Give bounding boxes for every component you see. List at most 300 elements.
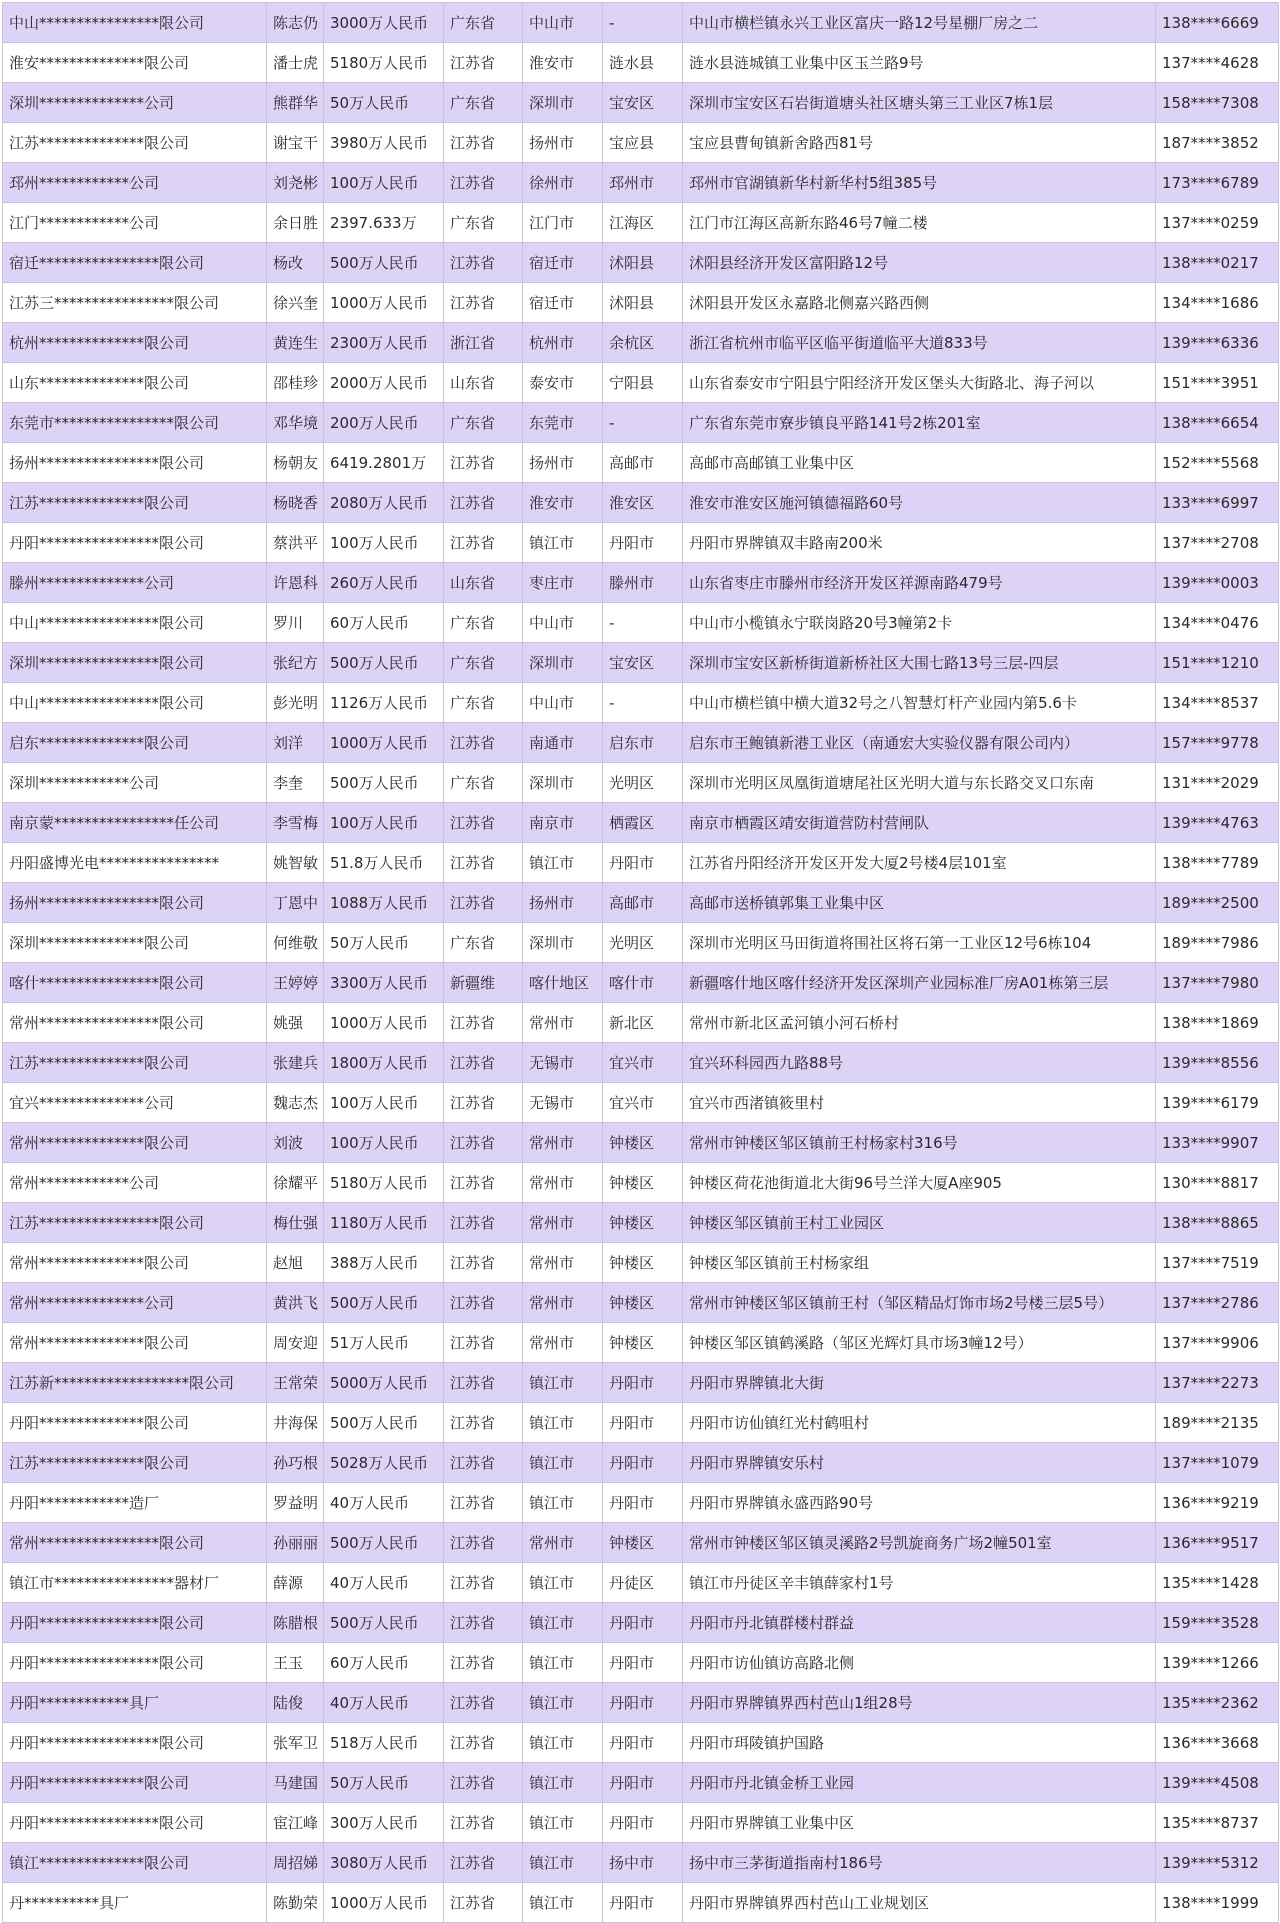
district-cell: 钟楼区 [603, 1243, 683, 1283]
province-cell: 江苏省 [444, 123, 523, 163]
contact-name-cell: 徐兴奎 [267, 283, 324, 323]
city-cell: 镇江市 [523, 1483, 603, 1523]
province-cell: 江苏省 [444, 1723, 523, 1763]
registered-capital-cell: 60万人民币 [324, 1643, 444, 1683]
contact-name-cell: 何维敬 [267, 923, 324, 963]
registered-capital-cell: 1000万人民币 [324, 283, 444, 323]
address-cell: 丹阳市界牌镇界西村芭山工业规划区 [683, 1883, 1156, 1923]
province-cell: 山东省 [444, 563, 523, 603]
province-cell: 江苏省 [444, 1763, 523, 1803]
province-cell: 江苏省 [444, 523, 523, 563]
city-cell: 扬州市 [523, 123, 603, 163]
address-cell: 钟楼区邹区镇前王村杨家组 [683, 1243, 1156, 1283]
registered-capital-cell: 40万人民币 [324, 1483, 444, 1523]
contact-name-cell: 杨朝友 [267, 443, 324, 483]
contact-name-cell: 刘尧彬 [267, 163, 324, 203]
registered-capital-cell: 1088万人民币 [324, 883, 444, 923]
table-row [3, 1203, 1279, 1243]
city-cell: 镇江市 [523, 1603, 603, 1643]
company-name-cell: 江苏三****************限公司 [3, 283, 267, 323]
phone-cell: 138****6654 [1156, 403, 1279, 443]
province-cell: 江苏省 [444, 1243, 523, 1283]
city-cell: 喀什地区 [523, 963, 603, 1003]
registered-capital-cell: 500万人民币 [324, 1523, 444, 1563]
address-cell: 中山市小榄镇永宁联岗路20号3幢第2卡 [683, 603, 1156, 643]
district-cell: 宝安区 [603, 643, 683, 683]
table-row [3, 363, 1279, 403]
company-name-cell: 喀什****************限公司 [3, 963, 267, 1003]
table-row [3, 443, 1279, 483]
table-row [3, 1763, 1279, 1803]
company-name-cell: 丹阳****************限公司 [3, 1803, 267, 1843]
contact-name-cell: 陈腊根 [267, 1603, 324, 1643]
registered-capital-cell: 100万人民币 [324, 1123, 444, 1163]
company-name-cell: 丹阳************造厂 [3, 1483, 267, 1523]
company-name-cell: 启东**************限公司 [3, 723, 267, 763]
city-cell: 扬州市 [523, 443, 603, 483]
company-name-cell: 常州**************公司 [3, 1283, 267, 1323]
table-row [3, 1363, 1279, 1403]
province-cell: 江苏省 [444, 283, 523, 323]
province-cell: 广东省 [444, 203, 523, 243]
phone-cell: 152****5568 [1156, 443, 1279, 483]
phone-cell: 173****6789 [1156, 163, 1279, 203]
contact-name-cell: 魏志杰 [267, 1083, 324, 1123]
city-cell: 淮安市 [523, 43, 603, 83]
city-cell: 淮安市 [523, 483, 603, 523]
registered-capital-cell: 388万人民币 [324, 1243, 444, 1283]
province-cell: 江苏省 [444, 1483, 523, 1523]
registered-capital-cell: 100万人民币 [324, 1083, 444, 1123]
address-cell: 深圳市宝安区石岩街道塘头社区塘头第三工业区7栋1层 [683, 83, 1156, 123]
city-cell: 镇江市 [523, 1803, 603, 1843]
company-name-cell: 丹阳****************限公司 [3, 523, 267, 563]
address-cell: 山东省枣庄市滕州市经济开发区祥源南路479号 [683, 563, 1156, 603]
address-cell: 深圳市光明区马田街道将围社区将石第一工业区12号6栋104 [683, 923, 1156, 963]
district-cell: 丹阳市 [603, 1763, 683, 1803]
address-cell: 高邮市高邮镇工业集中区 [683, 443, 1156, 483]
address-cell: 江苏省丹阳经济开发区开发大厦2号楼4层101室 [683, 843, 1156, 883]
city-cell: 镇江市 [523, 1843, 603, 1883]
contact-name-cell: 邵桂珍 [267, 363, 324, 403]
table-row [3, 163, 1279, 203]
registered-capital-cell: 3980万人民币 [324, 123, 444, 163]
phone-cell: 138****7789 [1156, 843, 1279, 883]
address-cell: 钟楼区邹区镇鹤溪路（邹区光辉灯具市场3幢12号） [683, 1323, 1156, 1363]
province-cell: 江苏省 [444, 443, 523, 483]
phone-cell: 137****2273 [1156, 1363, 1279, 1403]
registered-capital-cell: 500万人民币 [324, 763, 444, 803]
registered-capital-cell: 50万人民币 [324, 1763, 444, 1803]
phone-cell: 137****1079 [1156, 1443, 1279, 1483]
province-cell: 江苏省 [444, 1083, 523, 1123]
district-cell: 宁阳县 [603, 363, 683, 403]
registered-capital-cell: 51.8万人民币 [324, 843, 444, 883]
city-cell: 常州市 [523, 1323, 603, 1363]
address-cell: 钟楼区荷花池街道北大街96号兰洋大厦A座905 [683, 1163, 1156, 1203]
district-cell: 丹阳市 [603, 1683, 683, 1723]
registered-capital-cell: 300万人民币 [324, 1803, 444, 1843]
registered-capital-cell: 500万人民币 [324, 1283, 444, 1323]
district-cell: 丹阳市 [603, 1803, 683, 1843]
address-cell: 南京市栖霞区靖安街道营防村营闸队 [683, 803, 1156, 843]
address-cell: 丹阳市界牌镇永盛西路90号 [683, 1483, 1156, 1523]
province-cell: 江苏省 [444, 843, 523, 883]
company-name-cell: 宿迁****************限公司 [3, 243, 267, 283]
district-cell: 钟楼区 [603, 1203, 683, 1243]
address-cell: 宝应县曹甸镇新舍路西81号 [683, 123, 1156, 163]
district-cell: 丹阳市 [603, 1643, 683, 1683]
city-cell: 常州市 [523, 1163, 603, 1203]
table-row [3, 123, 1279, 163]
phone-cell: 189****7986 [1156, 923, 1279, 963]
table-row [3, 1803, 1279, 1843]
company-name-cell: 江门************公司 [3, 203, 267, 243]
table-row [3, 203, 1279, 243]
contact-name-cell: 宦江峰 [267, 1803, 324, 1843]
phone-cell: 139****8556 [1156, 1043, 1279, 1083]
district-cell: 新北区 [603, 1003, 683, 1043]
company-name-cell: 镇江市****************器材厂 [3, 1563, 267, 1603]
address-cell: 钟楼区邹区镇前王村工业园区 [683, 1203, 1156, 1243]
district-cell: 高邮市 [603, 443, 683, 483]
company-name-cell: 江苏**************限公司 [3, 1443, 267, 1483]
registered-capital-cell: 3300万人民币 [324, 963, 444, 1003]
contact-name-cell: 陈志仍 [267, 3, 324, 43]
table-row [3, 83, 1279, 123]
table-row [3, 1283, 1279, 1323]
registered-capital-cell: 5180万人民币 [324, 43, 444, 83]
table-row [3, 43, 1279, 83]
city-cell: 深圳市 [523, 643, 603, 683]
registered-capital-cell: 1000万人民币 [324, 1003, 444, 1043]
table-row [3, 723, 1279, 763]
province-cell: 江苏省 [444, 1803, 523, 1843]
city-cell: 常州市 [523, 1123, 603, 1163]
district-cell: 滕州市 [603, 563, 683, 603]
district-cell: 丹阳市 [603, 1883, 683, 1923]
table-row [3, 3, 1279, 43]
address-cell: 沭阳县经济开发区富阳路12号 [683, 243, 1156, 283]
province-cell: 广东省 [444, 403, 523, 443]
city-cell: 中山市 [523, 603, 603, 643]
phone-cell: 136****9517 [1156, 1523, 1279, 1563]
city-cell: 常州市 [523, 1003, 603, 1043]
registered-capital-cell: 200万人民币 [324, 403, 444, 443]
city-cell: 杭州市 [523, 323, 603, 363]
company-name-cell: 深圳**************限公司 [3, 923, 267, 963]
company-name-cell: 丹阳****************限公司 [3, 1723, 267, 1763]
address-cell: 涟水县涟城镇工业集中区玉兰路9号 [683, 43, 1156, 83]
province-cell: 山东省 [444, 363, 523, 403]
district-cell: 沭阳县 [603, 283, 683, 323]
company-name-cell: 杭州**************限公司 [3, 323, 267, 363]
address-cell: 淮安市淮安区施河镇德福路60号 [683, 483, 1156, 523]
registered-capital-cell: 50万人民币 [324, 923, 444, 963]
phone-cell: 135****8737 [1156, 1803, 1279, 1843]
phone-cell: 189****2135 [1156, 1403, 1279, 1443]
phone-cell: 138****1999 [1156, 1883, 1279, 1923]
company-name-cell: 中山****************限公司 [3, 603, 267, 643]
city-cell: 无锡市 [523, 1083, 603, 1123]
contact-name-cell: 赵旭 [267, 1243, 324, 1283]
phone-cell: 131****2029 [1156, 763, 1279, 803]
province-cell: 广东省 [444, 3, 523, 43]
registered-capital-cell: 5000万人民币 [324, 1363, 444, 1403]
city-cell: 镇江市 [523, 1443, 603, 1483]
company-name-cell: 江苏****************限公司 [3, 1203, 267, 1243]
registered-capital-cell: 500万人民币 [324, 643, 444, 683]
table-row [3, 523, 1279, 563]
registered-capital-cell: 40万人民币 [324, 1563, 444, 1603]
district-cell: 沭阳县 [603, 243, 683, 283]
city-cell: 南通市 [523, 723, 603, 763]
company-name-cell: 常州**************限公司 [3, 1123, 267, 1163]
table-row [3, 563, 1279, 603]
city-cell: 镇江市 [523, 1723, 603, 1763]
district-cell: - [603, 403, 683, 443]
phone-cell: 139****6179 [1156, 1083, 1279, 1123]
registered-capital-cell: 500万人民币 [324, 1603, 444, 1643]
company-name-cell: 常州****************限公司 [3, 1003, 267, 1043]
province-cell: 江苏省 [444, 1363, 523, 1403]
province-cell: 浙江省 [444, 323, 523, 363]
table-row [3, 283, 1279, 323]
province-cell: 广东省 [444, 763, 523, 803]
address-cell: 宜兴市西渚镇筱里村 [683, 1083, 1156, 1123]
district-cell: 宝安区 [603, 83, 683, 123]
phone-cell: 138****0217 [1156, 243, 1279, 283]
province-cell: 江苏省 [444, 1003, 523, 1043]
contact-name-cell: 张纪方 [267, 643, 324, 683]
province-cell: 广东省 [444, 603, 523, 643]
district-cell: 钟楼区 [603, 1163, 683, 1203]
table-row [3, 1563, 1279, 1603]
table-row [3, 1883, 1279, 1923]
company-name-cell: 南京蒙****************任公司 [3, 803, 267, 843]
company-name-cell: 丹**********具厂 [3, 1883, 267, 1923]
contact-name-cell: 刘洋 [267, 723, 324, 763]
district-cell: - [603, 3, 683, 43]
city-cell: 宿迁市 [523, 243, 603, 283]
city-cell: 镇江市 [523, 1683, 603, 1723]
address-cell: 启东市王鲍镇新港工业区（南通宏大实验仪器有限公司内） [683, 723, 1156, 763]
contact-name-cell: 李雪梅 [267, 803, 324, 843]
address-cell: 丹阳市珥陵镇护国路 [683, 1723, 1156, 1763]
contact-name-cell: 张建兵 [267, 1043, 324, 1083]
company-name-cell: 江苏新******************限公司 [3, 1363, 267, 1403]
company-name-cell: 常州************公司 [3, 1163, 267, 1203]
registered-capital-cell: 3000万人民币 [324, 3, 444, 43]
table-row [3, 1163, 1279, 1203]
city-cell: 镇江市 [523, 1763, 603, 1803]
address-cell: 高邮市送桥镇郭集工业集中区 [683, 883, 1156, 923]
phone-cell: 189****2500 [1156, 883, 1279, 923]
district-cell: 邳州市 [603, 163, 683, 203]
contact-name-cell: 井海保 [267, 1403, 324, 1443]
phone-cell: 157****9778 [1156, 723, 1279, 763]
address-cell: 邳州市官湖镇新华村新华村5组385号 [683, 163, 1156, 203]
district-cell: 光明区 [603, 923, 683, 963]
phone-cell: 151****1210 [1156, 643, 1279, 683]
city-cell: 无锡市 [523, 1043, 603, 1083]
phone-cell: 139****4763 [1156, 803, 1279, 843]
district-cell: 宜兴市 [603, 1083, 683, 1123]
address-cell: 宜兴环科园西九路88号 [683, 1043, 1156, 1083]
table-row [3, 1843, 1279, 1883]
contact-name-cell: 李奎 [267, 763, 324, 803]
contact-name-cell: 谢宝干 [267, 123, 324, 163]
company-name-cell: 常州****************限公司 [3, 1523, 267, 1563]
contact-name-cell: 蔡洪平 [267, 523, 324, 563]
address-cell: 中山市横栏镇中横大道32号之八智慧灯杆产业园内第5.6卡 [683, 683, 1156, 723]
address-cell: 浙江省杭州市临平区临平街道临平大道833号 [683, 323, 1156, 363]
district-cell: 淮安区 [603, 483, 683, 523]
province-cell: 广东省 [444, 83, 523, 123]
city-cell: 扬州市 [523, 883, 603, 923]
address-cell: 常州市钟楼区邹区镇前王村杨家村316号 [683, 1123, 1156, 1163]
phone-cell: 134****0476 [1156, 603, 1279, 643]
district-cell: - [603, 683, 683, 723]
phone-cell: 138****6669 [1156, 3, 1279, 43]
contact-name-cell: 邓华境 [267, 403, 324, 443]
district-cell: 丹阳市 [603, 1443, 683, 1483]
table-row [3, 1003, 1279, 1043]
phone-cell: 137****2708 [1156, 523, 1279, 563]
phone-cell: 136****9219 [1156, 1483, 1279, 1523]
city-cell: 中山市 [523, 683, 603, 723]
city-cell: 镇江市 [523, 843, 603, 883]
table-row [3, 763, 1279, 803]
city-cell: 深圳市 [523, 83, 603, 123]
province-cell: 江苏省 [444, 803, 523, 843]
table-row [3, 1443, 1279, 1483]
registered-capital-cell: 6419.2801万 [324, 443, 444, 483]
table-row [3, 1603, 1279, 1643]
contact-name-cell: 梅仕强 [267, 1203, 324, 1243]
phone-cell: 134****1686 [1156, 283, 1279, 323]
table-row [3, 483, 1279, 523]
table-row [3, 1083, 1279, 1123]
contact-name-cell: 罗益明 [267, 1483, 324, 1523]
phone-cell: 139****0003 [1156, 563, 1279, 603]
phone-cell: 139****1266 [1156, 1643, 1279, 1683]
company-table [2, 2, 1279, 1923]
province-cell: 新疆维 [444, 963, 523, 1003]
contact-name-cell: 陈勤荣 [267, 1883, 324, 1923]
contact-name-cell: 王常荣 [267, 1363, 324, 1403]
district-cell: 启东市 [603, 723, 683, 763]
company-name-cell: 山东**************限公司 [3, 363, 267, 403]
phone-cell: 158****7308 [1156, 83, 1279, 123]
address-cell: 扬中市三茅街道指南村186号 [683, 1843, 1156, 1883]
contact-name-cell: 张军卫 [267, 1723, 324, 1763]
table-row [3, 1523, 1279, 1563]
phone-cell: 139****4508 [1156, 1763, 1279, 1803]
province-cell: 江苏省 [444, 1123, 523, 1163]
table-row [3, 1683, 1279, 1723]
company-name-cell: 丹阳**************限公司 [3, 1403, 267, 1443]
district-cell: 江海区 [603, 203, 683, 243]
registered-capital-cell: 50万人民币 [324, 83, 444, 123]
province-cell: 江苏省 [444, 1163, 523, 1203]
company-name-cell: 丹阳****************限公司 [3, 1643, 267, 1683]
city-cell: 常州市 [523, 1283, 603, 1323]
district-cell: 丹阳市 [603, 1483, 683, 1523]
phone-cell: 139****6336 [1156, 323, 1279, 363]
registered-capital-cell: 100万人民币 [324, 163, 444, 203]
city-cell: 南京市 [523, 803, 603, 843]
registered-capital-cell: 2000万人民币 [324, 363, 444, 403]
city-cell: 镇江市 [523, 523, 603, 563]
registered-capital-cell: 5180万人民币 [324, 1163, 444, 1203]
contact-name-cell: 彭光明 [267, 683, 324, 723]
table-row [3, 1403, 1279, 1443]
city-cell: 镇江市 [523, 1883, 603, 1923]
city-cell: 东莞市 [523, 403, 603, 443]
phone-cell: 137****9906 [1156, 1323, 1279, 1363]
contact-name-cell: 潘士虎 [267, 43, 324, 83]
contact-name-cell: 丁恩中 [267, 883, 324, 923]
contact-name-cell: 马建国 [267, 1763, 324, 1803]
company-name-cell: 丹阳****************限公司 [3, 1603, 267, 1643]
district-cell: 丹徒区 [603, 1563, 683, 1603]
address-cell: 深圳市宝安区新桥街道新桥社区大围七路13号三层-四层 [683, 643, 1156, 683]
company-name-cell: 东莞市****************限公司 [3, 403, 267, 443]
table-row [3, 403, 1279, 443]
registered-capital-cell: 1180万人民币 [324, 1203, 444, 1243]
district-cell: 丹阳市 [603, 1603, 683, 1643]
phone-cell: 133****9907 [1156, 1123, 1279, 1163]
city-cell: 泰安市 [523, 363, 603, 403]
province-cell: 江苏省 [444, 1403, 523, 1443]
address-cell: 镇江市丹徒区辛丰镇薛家村1号 [683, 1563, 1156, 1603]
company-name-cell: 江苏**************限公司 [3, 1043, 267, 1083]
company-name-cell: 丹阳**************限公司 [3, 1763, 267, 1803]
address-cell: 丹阳市丹北镇群楼村群益 [683, 1603, 1156, 1643]
district-cell: 钟楼区 [603, 1323, 683, 1363]
district-cell: - [603, 603, 683, 643]
address-cell: 丹阳市界牌镇双丰路南200米 [683, 523, 1156, 563]
province-cell: 江苏省 [444, 1843, 523, 1883]
address-cell: 江门市江海区高新东路46号7幢二楼 [683, 203, 1156, 243]
contact-name-cell: 王婷婷 [267, 963, 324, 1003]
contact-name-cell: 周安迎 [267, 1323, 324, 1363]
contact-name-cell: 薛源 [267, 1563, 324, 1603]
province-cell: 江苏省 [444, 43, 523, 83]
district-cell: 丹阳市 [603, 1363, 683, 1403]
province-cell: 江苏省 [444, 1523, 523, 1563]
company-name-cell: 淮安**************限公司 [3, 43, 267, 83]
table-row [3, 1723, 1279, 1763]
contact-name-cell: 王玉 [267, 1643, 324, 1683]
table-row [3, 1483, 1279, 1523]
phone-cell: 187****3852 [1156, 123, 1279, 163]
table-row [3, 243, 1279, 283]
table-row [3, 1643, 1279, 1683]
table-row [3, 843, 1279, 883]
province-cell: 江苏省 [444, 1203, 523, 1243]
company-name-cell: 扬州****************限公司 [3, 443, 267, 483]
table-row [3, 803, 1279, 843]
registered-capital-cell: 260万人民币 [324, 563, 444, 603]
contact-name-cell: 罗川 [267, 603, 324, 643]
province-cell: 广东省 [444, 643, 523, 683]
company-name-cell: 常州**************限公司 [3, 1243, 267, 1283]
province-cell: 江苏省 [444, 1443, 523, 1483]
table-row [3, 883, 1279, 923]
district-cell: 丹阳市 [603, 843, 683, 883]
